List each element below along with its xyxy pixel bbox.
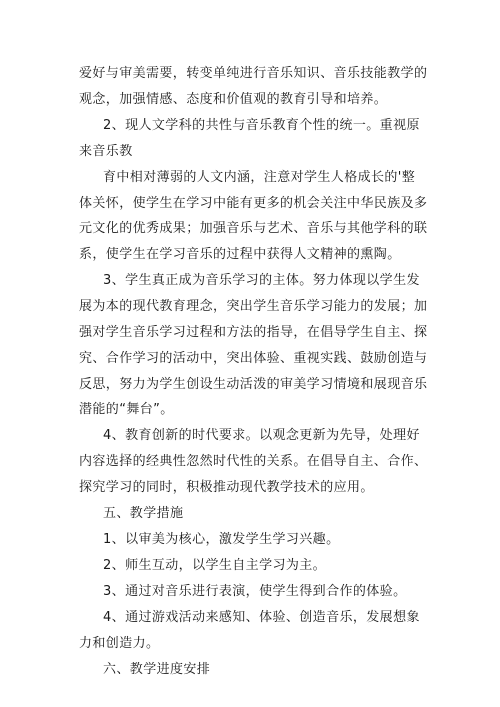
text-line: 2、现人文学科的共性与音乐教育个性的统一。重视原 (103, 118, 420, 133)
text-line: 观念，加强情感、态度和价值观的教育引导和培养。 (79, 92, 388, 107)
text-line: 体关怀，使学生在学习中能有更多的机会关注中华民族及多 (79, 196, 428, 211)
text-line: 来音乐教 (79, 144, 133, 159)
text-line: 强对学生音乐学习过程和方法的指导，在倡导学生自主、探 (79, 325, 428, 340)
text-line: 3、通过对音乐进行表演，使学生得到合作的体验。 (103, 584, 407, 599)
text-line: 2、师生互动，以学生自主学习为主。 (103, 558, 327, 573)
text-line: 潜能的“舞台”。 (79, 402, 174, 417)
text-line: 3、学生真正成为音乐学习的主体。努力体现以学生发 (103, 273, 420, 288)
text-line: 究、合作学习的活动中，突出体验、重视实践、鼓励创造与 (79, 351, 428, 366)
text-line: 展为本的现代教育理念，突出学生音乐学习能力的发展；加 (79, 299, 428, 314)
text-line: 4、教育创新的时代要求。以观念更新为先导，处理好 (103, 428, 420, 443)
text-line: 4、通过游戏活动来感知、体验、创造音乐，发展想象 (103, 610, 420, 625)
section-heading: 六、教学进度安排 (103, 662, 211, 677)
text-line: 元文化的优秀成果；加强音乐与艺术、音乐与其他学科的联 (79, 221, 428, 236)
text-line: 系，使学生在学习音乐的过程中获得人文精神的熏陶。 (79, 247, 401, 262)
text-line: 探究学习的同时，积极推动现代教学技术的应用。 (79, 480, 374, 495)
text-line: 爱好与审美需要，转变单纯进行音乐知识、音乐技能教学的 (79, 66, 428, 81)
text-line: 反思，努力为学生创设生动活泼的审美学习情境和展现音乐 (79, 377, 428, 392)
text-line: 育中相对薄弱的人文内涵，注意对学生人格成长的'整 (103, 170, 416, 185)
text-line: 内容选择的经典性忽然时代性的关系。在倡导自主、合作、 (79, 454, 428, 469)
text-line: 力和创造力。 (79, 636, 160, 651)
text-line: 1、以审美为核心，激发学生学习兴趣。 (103, 532, 340, 547)
section-heading: 五、教学措施 (103, 506, 184, 521)
